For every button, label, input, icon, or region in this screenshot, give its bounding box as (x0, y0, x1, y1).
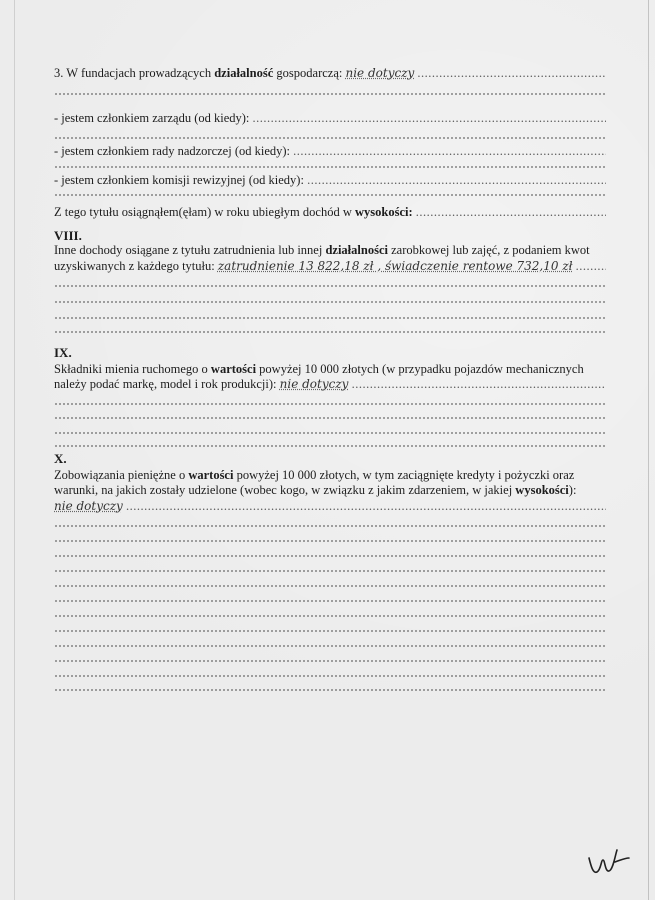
section-viii-line2: uzyskiwanych z każdego tytułu: (54, 259, 218, 273)
section-x-text2 (54, 483, 606, 498)
dotted-line (54, 659, 606, 663)
section-x-text2-pre: warunki, na jakich zostały udzielone (wobec kogo, w związku z jakim zdarzeniem, w jakiej (54, 483, 516, 497)
section-ix-answer: nie dotyczy (279, 377, 349, 391)
dotted-line (54, 92, 606, 96)
dotted-line (54, 402, 606, 406)
section-viii-answer-line (54, 259, 606, 273)
foundations-answer: nie dotyczy (345, 66, 415, 80)
audit-line (54, 173, 606, 187)
dotted-line (54, 644, 606, 648)
dotted-line (54, 674, 606, 678)
dotted-line (54, 284, 606, 288)
section-ix-answer-line (54, 377, 606, 391)
section-ix-line2: należy podać markę, model i rok produkcji): (54, 377, 280, 391)
section-ix-bold: wartości (210, 362, 257, 376)
dotted-line (54, 569, 606, 573)
dotted-line (54, 599, 606, 603)
section-ix-text (54, 362, 606, 377)
supervisory-label: - jestem członkiem rady nadzorczej (od kiedy): (54, 144, 291, 158)
dotted-line (54, 614, 606, 618)
board-line (54, 111, 606, 125)
dotted-line (54, 524, 606, 528)
dotted-line (54, 554, 606, 558)
section-x-text2-bold: wysokości (515, 483, 569, 497)
foundations-text: 3. W fundacjach prowadzących (54, 66, 215, 80)
section-ix-text-pre: Składniki mienia ruchomego o (54, 362, 211, 376)
section-x-text2-post: ): (568, 483, 577, 497)
section-viii-text (54, 243, 606, 258)
foundations-bold: działalność (214, 66, 274, 80)
section-x-answer: nie dotyczy (54, 499, 123, 513)
section-x-answer-line (54, 499, 606, 513)
dotted-line (54, 300, 606, 304)
section-x-number: X. (54, 451, 67, 466)
section-viii-answer: zatrudnienie 13 822,18 zł , świadczenie rentowe 732,10 zł (217, 259, 573, 273)
dotted-line (54, 316, 606, 320)
foundations-text-post: gospodarczą: (273, 66, 346, 80)
dotted-line (54, 165, 606, 169)
section-viii-number: VIII. (54, 228, 82, 243)
signature-paraph-icon (585, 836, 635, 881)
section-x-text-pre: Zobowiązania pieniężne o (54, 468, 189, 482)
dotted-line (54, 136, 606, 140)
section-viii-bold: działalności (325, 243, 388, 257)
audit-label: - jestem członkiem komisji rewizyjnej (od kiedy): (54, 173, 304, 187)
section-ix-number: IX. (54, 345, 72, 360)
dotted-line (54, 330, 606, 334)
dotted-line (54, 629, 606, 633)
section-x-bold: wartości (188, 468, 234, 482)
dotted-line (54, 444, 606, 448)
dotted-line (54, 193, 606, 197)
dotted-line (54, 416, 606, 420)
section-viii-text-post: zarobkowej lub zajęć, z podaniem kwot (387, 243, 590, 257)
income-line (54, 205, 606, 219)
foundations-line (54, 66, 606, 80)
supervisory-line (54, 144, 606, 158)
dotted-line (54, 688, 606, 692)
dotted-line (54, 431, 606, 435)
scan-edge-left (14, 0, 15, 900)
board-label: - jestem członkiem zarządu (od kiedy): (54, 111, 250, 125)
income-bold: wysokości: (354, 205, 413, 219)
section-x-text-post: powyżej 10 000 złotych, w tym zaciągnięte kredyty i pożyczki oraz (233, 468, 575, 482)
dotted-line (54, 584, 606, 588)
section-viii-text-pre: Inne dochody osiągane z tytułu zatrudnienia lub innej (54, 243, 326, 257)
income-text: Z tego tytułu osiągnąłem(ęłam) w roku ubiegłym dochód w (54, 205, 355, 219)
section-x-text (54, 468, 606, 483)
section-ix-text-post: powyżej 10 000 złotych (w przypadku pojazdów mechanicznych (256, 362, 584, 376)
dotted-line (54, 539, 606, 543)
scan-edge-right (648, 0, 649, 900)
